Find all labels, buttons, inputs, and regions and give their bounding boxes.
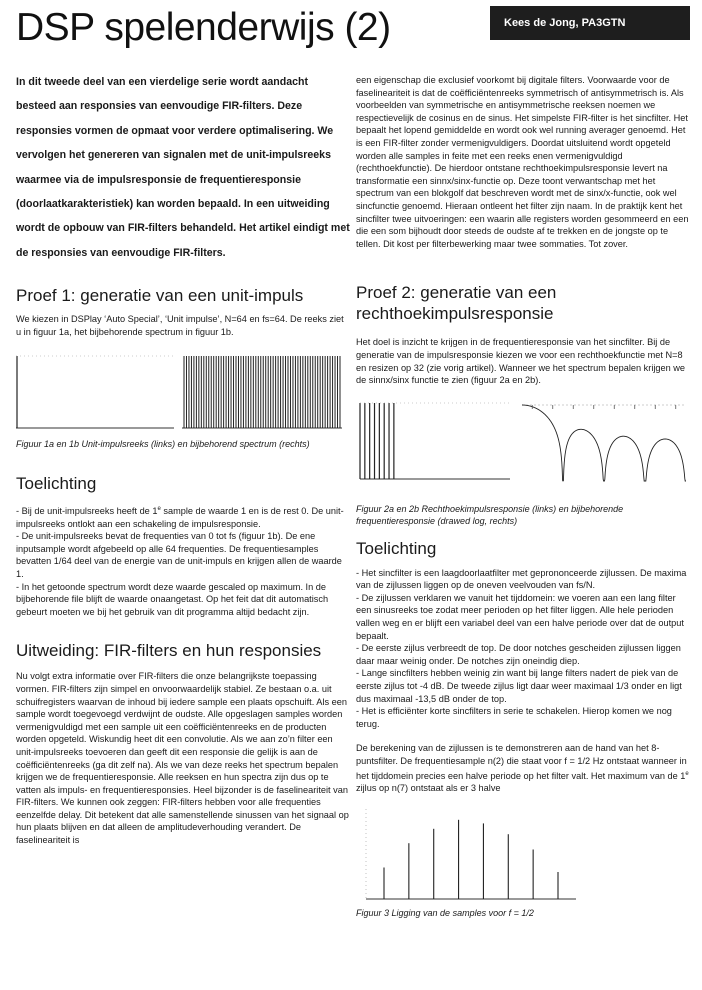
figure-2b-frequency-response	[522, 405, 686, 481]
figure-2a-rectangle-impulse	[360, 403, 510, 479]
figure-1a-impulse-series	[16, 356, 174, 428]
figure-2-caption: Figuur 2a en 2b Rechthoekimpulsresponsie (links) en bijbehorende frequentieresponsie (drawed log, rechts)	[356, 503, 624, 527]
figure-1-caption: Figuur 1a en 1b Unit-impulsreeks (links) en bijbehorend spectrum (rechts)	[16, 439, 310, 450]
heading-toelichting-1: Toelichting	[16, 473, 97, 493]
uitweiding-body: Nu volgt extra informatie over FIR-filters die onze belangrijkste toepassing vormen. FIR-filters zijn simpel en onvoorwaardelijk stabiel. Ze bestaan o.a. uit schuifregisters waarvan de inhoud bij iedere sample een plaats opschuift. Als een sample wordt toegevoegd verdwijnt de oudste. Alle opgeslagen samples worden vermenigvuldigd met een sample uit een coëfficiëntenreeks en de producten worden opgeteld. Wiskundig heet dit een convolutie. Als we aan zo’n filter een unit-impulsreeks toevoeren dan geeft dit een responsie die gelijk is aan de coëfficiëntenreeks (ga dit zelf na). Als we van deze reeks het spectrum bepalen krijgen we de frequentieresponsie. Alle reeksen en hun spectra zijn dus op te vatten als impuls- en frequentieresponsies. Heel bijzonder is de faselineariteit van FIR-filters. We kunnen ook zeggen: FIR-filters hebben voor alle frequenties eenzelfde delay. Dit betekent dat alle samenstellende sinussen van het signaal op hun plaats blijven en dat alleen de amplitudeverhouding verandert. De faselineariteit is	[16, 671, 349, 846]
toelichting1-item-1: - Bij de unit-impulsreeks heeft de 1e sample de waarde 1 en is de rest 0. De unit-impulsreeks ontlokt aan een schakeling de impulsresponsie.	[16, 505, 344, 529]
toelichting2-item-4: - Lange sincfilters hebben weinig zin want bij lange filters nadert de piek van de eerste zijlus tot -4 dB. De tweede zijlus ligt daar weer maximaal 1/3 onder en ligt dus maximaal -13,5 dB onder de top.	[356, 668, 682, 704]
intro-paragraph: In dit tweede deel van een vierdelige serie wordt aandacht besteed aan responsies van eenvoudige FIR-filters. Deze responsies vormen de opmaat voor verdere optimalisering. We vervolgen het genereren van signalen met de unit-impulsreeks waarmee via de impulsresponsie de frequentieresponsie (doorlaatkarakteristiek) kan worden bepaald. In een uitweiding wordt de opbouw van FIR-filters behandeld. Het artikel eindigt met de responsies van eenvoudige FIR-filters.	[16, 76, 350, 259]
zijlussen-paragraph: De berekening van de zijlussen is te demonstreren aan de hand van het 8-puntsfilter. De frequentiesample n(2) die staat voor f = 1/2 Hz ontstaat wanneer in het tijddomein precies een halve periode op het filter valt. Het maximum van de 1e zijlus op n(7) ontstaat als er 3 halve	[356, 743, 689, 794]
toelichting2-item-2: - De zijlussen verklaren we vanuit het tijddomein: we voeren aan een lang filter een sinusreeks toe zodat meer perioden op het filter liggen. Alle hele perioden vallen weg en er blijft een variabel deel van een halve periode over dat de output bepaalt.	[356, 592, 684, 641]
toelichting2-item-1: - Het sincfilter is een laagdoorlaatfilter met geprononceerde zijlussen. De maxima van de zijlussen liggen op de oneven veelvouden van fs/N.	[356, 567, 687, 591]
figure-1b-spectrum	[182, 356, 342, 428]
page-title: DSP spelenderwijs (2)	[16, 6, 391, 49]
heading-uitweiding: Uitweiding: FIR-filters en hun responsies	[16, 641, 322, 661]
toelichting2-item-5: - Het is efficiënter korte sincfilters in serie te schakelen. Hierop komen we nog terug.	[356, 706, 672, 729]
heading-toelichting-2: Toelichting	[356, 538, 437, 558]
heading-proef1: Proef 1: generatie van een unit-impuls	[16, 286, 304, 306]
uitweiding-body-continued: een eigenschap die exclusief voorkomt bij digitale filters. Voorwaarde voor de faselineariteit is dat de coëfficiëntenreeks symmetrisch of antisymmetrisch is. Als voorbeelden van symmetrische en antisymmetrische reeksen noemen we respectievelijk de cosinus en de sinus. Het simpelste FIR-filter is het sincfilter. Het bepaalt het lopend gemiddelde en wordt ook wel running averager genoemd. Het is een FIR-filter zonder vermenigvuldigers. Doordat uitsluitend wordt opgeteld worden alle samples in feite met een reeks enen vermenigvuldigd (rechthoekfunctie). De hierdoor ontstane rechthoekimpulsresponsie levert na transformatie een sinnx/sinx-functie op. Deze toont verwantschap met het spectrum van een blokgolf dat beschreven wordt met de sinx/x-functie, ook wel sincfunctie genoemd. Hieraan ontleent het filter zijn naam. In de praktijk kent het sincfilter twee uitvoeringen: een waarin alle registers worden gesommeerd en een die een som bijhoudt door steeds de oudste af te trekken en de jongste op te tellen. Dit kost per filterbewerking maar twee sommaties. Tot zover.	[356, 75, 689, 249]
figure-3	[356, 803, 690, 907]
figure-3-caption: Figuur 3 Ligging van de samples voor f = 1/2	[356, 907, 534, 918]
fig2b-response-curve	[522, 405, 686, 481]
author-name: Kees de Jong, PA3GTN	[504, 17, 626, 29]
figure-3-samples	[366, 809, 576, 899]
proef2-body: Het doel is inzicht te krijgen in de frequentieresponsie van het sincfilter. Bij de generatie van de impulsresponsie kiezen we voor een rechthoekfunctie met N=8 en resizen op 32 (zie vorig artikel). Wanneer we het spectrum bepalen krijgen we de sinnx/sinx functie te zien (figuur 2a en 2b).	[356, 337, 686, 386]
toelichting1-item-3: - In het getoonde spectrum wordt deze waarde gescaled op maximum. In de bijbehorende file blijft de waarde onaangetast. Op het feit dat dit automatisch gebeurt moeten we bij het gebruik van dit programma altijd bedacht zijn.	[16, 581, 329, 617]
toelichting1-item-2: - De unit-impulsreeks bevat de frequenties van 0 tot fs (figuur 1b). De ene inputsample wordt afgebeeld op alle 64 frequenties. De frequentiesamples bevatten 1/64 deel van de energie van de unit-impuls en krijgen allen de waarde 1.	[16, 531, 342, 579]
right-column	[356, 74, 690, 919]
heading-proef2: Proef 2: generatie van een rechthoekimpulsresponsie	[356, 283, 557, 324]
proef1-body: We kiezen in DSPlay ‘Auto Special’, ‘Unit impulse’, N=64 en fs=64. De reeks ziet u in figuur 1a, het bijbehorende spectrum in figuur 1b.	[16, 314, 344, 337]
figure-1	[16, 348, 346, 438]
author-banner	[490, 6, 690, 40]
left-column	[16, 70, 350, 847]
toelichting2-item-3: - De eerste zijlus verbreedt de top. De door notches gescheiden zijlussen liggen daar maar weinig onder. De notches zijn oneindig diep.	[356, 643, 681, 666]
figure-2	[356, 395, 690, 493]
